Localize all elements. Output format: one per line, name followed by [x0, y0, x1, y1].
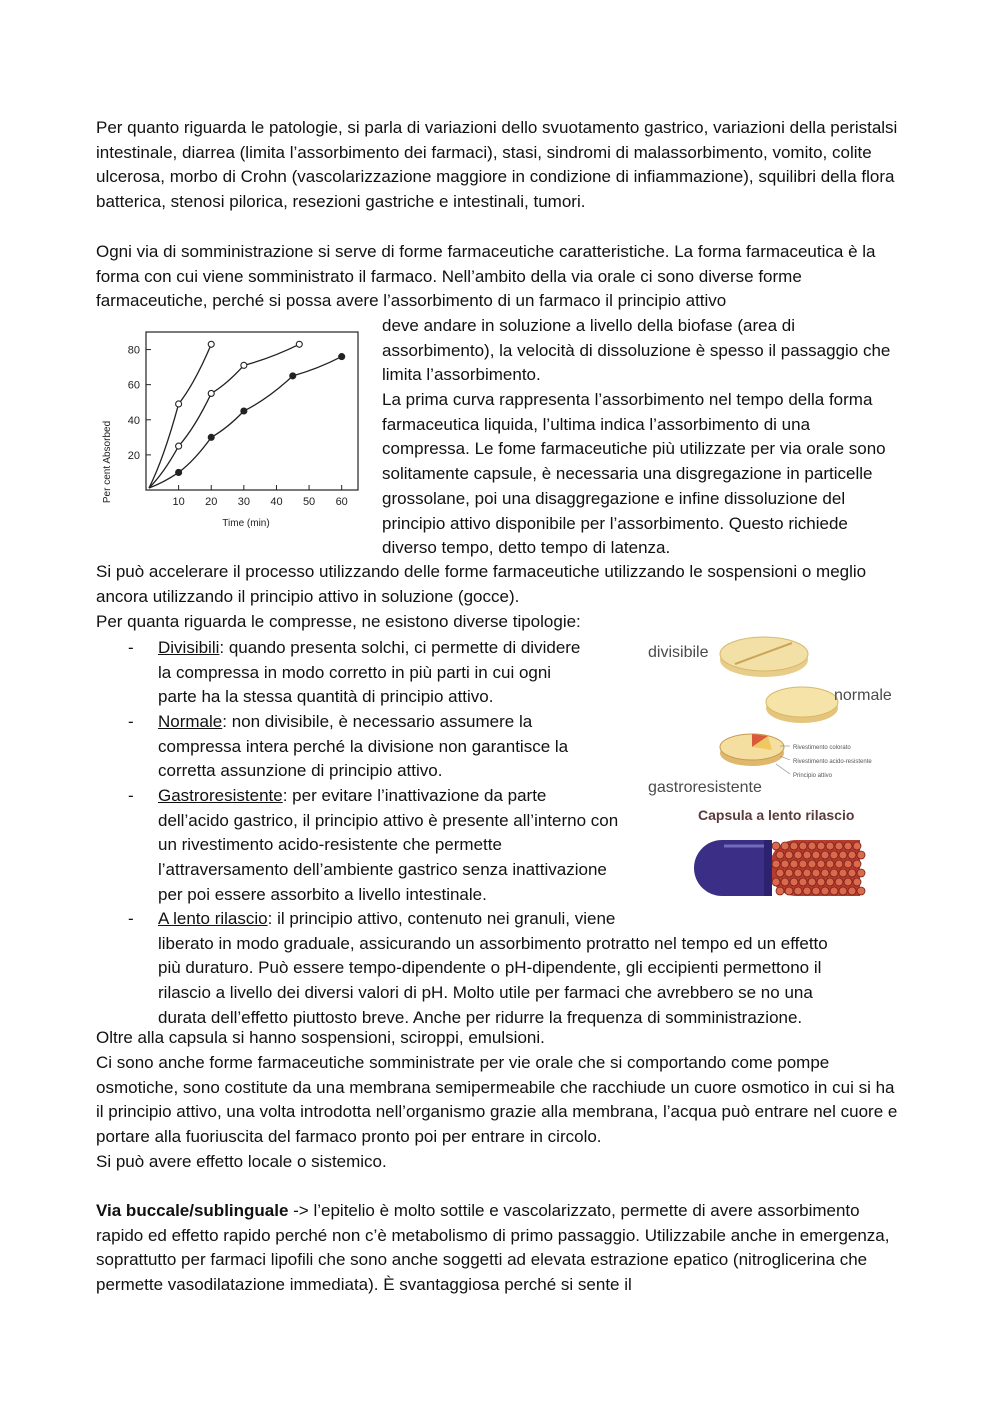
- list-item-text: la compressa in modo corretto in più parti in cui ogni: [158, 662, 552, 682]
- data-point: [208, 390, 214, 396]
- granule: [844, 878, 852, 886]
- list-item-text: l’attraversamento dell’ambiente gastrico senza inattivazione: [158, 860, 607, 880]
- paragraph-forms-intro: Ogni via di somministrazione si serve di forme farmaceutiche caratteristiche. La forma farmaceutica è la forma con cui viene somministrato il farmaco. Nell’ambito della via orale ci sono diverse forme farmaceutiche, perché si possa avere l’assorbimento di un farmaco il principio attivo: [96, 242, 876, 311]
- list-item-line: [158, 956, 903, 981]
- granule: [799, 860, 807, 868]
- granule: [826, 878, 834, 886]
- data-point: [208, 341, 214, 347]
- list-item-text: liberato in modo graduale, assicurando un assorbimento protratto nel tempo ed un effetto: [158, 933, 828, 953]
- granule: [772, 842, 780, 850]
- paragraph-accelerate: Si può accelerare il processo utilizzando delle forme farmaceutiche utilizzando le sospensioni o meglio ancora utilizzando il principio attivo in soluzione (gocce).: [96, 562, 867, 606]
- paragraph-buccal: [96, 1199, 902, 1298]
- list-item-text: per poi essere assorbito a livello intestinale.: [158, 884, 487, 904]
- paragraph-tablets-intro: Per quanta riguarda le compresse, ne esistono diverse tipologie:: [96, 612, 581, 631]
- buccal-title: Via buccale/sublinguale: [96, 1201, 289, 1220]
- granule: [835, 878, 843, 886]
- paragraph-capsule-note: Oltre alla capsula si hanno sospensioni, sciroppi, emulsioni.: [96, 1028, 545, 1047]
- granule: [790, 860, 798, 868]
- list-item-text: corretta assunzione di principio attivo.: [158, 761, 443, 781]
- granule: [776, 869, 784, 877]
- divisible-tablet-icon: [720, 637, 808, 677]
- granule: [826, 842, 834, 850]
- list-item-text: : per evitare l’inattivazione da parte: [282, 786, 547, 805]
- granule: [826, 860, 834, 868]
- granule: [844, 842, 852, 850]
- granule: [835, 860, 843, 868]
- paragraph-osmotic: Ci sono anche forme farmaceutiche somministrate per vie orale che si comportando come pompe osmotiche, sono costitute da una membrana semipermeabile che racchiude un cuore osmotico in cui si ha il principio attivo, una volta introdotta nell’organismo grazie alla membrana, l’acqua può entrare nel cuore e portare alla fuoriuscita del farmaco pronto poi per entrare in circolo.: [96, 1053, 898, 1147]
- data-point: [296, 341, 302, 347]
- granule: [817, 860, 825, 868]
- x-tick-label: 40: [270, 496, 283, 508]
- list-item-text: dell’acido gastrico, il principio attivo è presente all’interno con: [158, 810, 619, 830]
- granule: [781, 878, 789, 886]
- granule: [776, 851, 784, 859]
- granule: [790, 878, 798, 886]
- list-item-text: durata dell’effetto piuttosto breve. Anche per ridurre la frequenza di somministrazione.: [158, 1007, 803, 1027]
- granule: [781, 860, 789, 868]
- granule: [799, 878, 807, 886]
- granule: [839, 869, 847, 877]
- list-item-text: : non divisibile, è necessario assumere la: [222, 712, 533, 731]
- list-item-line: [158, 907, 903, 932]
- x-tick-label: 30: [237, 496, 250, 508]
- list-item-text: rilascio a livello dei diversi valori di pH. Molto utile per farmaci che avrebbero se no una: [158, 983, 813, 1003]
- label-gastroresistente: gastroresistente: [648, 779, 762, 796]
- buccal-text: -> l’epitelio è molto sottile e vascolarizzato, permette di avere assorbimento rapido ed effetto rapido perché non c’è metabolismo di primo passaggio. Utilizzabile anche in emergenza, soprattutto per farmaci lipofili che sono anche soggetti ad elevata estrazione epatico (nitroglicerina che permette vasodilatazione immediata). È svantaggiosa perché si sente il: [96, 1201, 890, 1295]
- y-axis-label: Per cent Absorbed: [102, 420, 113, 504]
- granule: [794, 869, 802, 877]
- granule: [857, 869, 865, 877]
- granule: [853, 860, 861, 868]
- legend-coating: Rivestimento colorato: [793, 745, 851, 751]
- list-dash: -: [128, 638, 134, 657]
- granule: [830, 851, 838, 859]
- granule: [812, 869, 820, 877]
- x-axis-label: Time (min): [222, 518, 270, 529]
- granule: [817, 878, 825, 886]
- granule: [790, 842, 798, 850]
- granule: [817, 842, 825, 850]
- list-item-term: Normale: [158, 712, 223, 731]
- list-dash: -: [128, 909, 134, 928]
- granule: [857, 851, 865, 859]
- data-point: [290, 373, 296, 379]
- granule: [785, 869, 793, 877]
- granule: [848, 887, 856, 895]
- granule: [803, 869, 811, 877]
- list-item-term: Divisibili: [158, 638, 220, 657]
- x-tick-label: 20: [205, 496, 218, 508]
- list-item-text: più duraturo. Può essere tempo-dipendente o pH-dipendente, gli eccipienti permettono il: [158, 958, 822, 978]
- granule: [821, 869, 829, 877]
- x-tick-label: 50: [302, 496, 316, 508]
- granule: [830, 869, 838, 877]
- granule: [785, 851, 793, 859]
- legend-active: Principio attivo: [793, 773, 833, 779]
- paragraph-biofase: deve andare in soluzione a livello della biofase (area di assorbimento), la velocità di dissoluzione è spesso il passaggio che limita l’assorbimento.: [382, 316, 891, 385]
- y-tick-label: 40: [127, 414, 140, 427]
- normal-tablet-icon: [766, 687, 838, 723]
- y-tick-label: 60: [127, 379, 140, 392]
- legend-acid-coating: Rivestimento acido-resistente: [793, 759, 872, 765]
- granule: [839, 851, 847, 859]
- capsule-title: Capsula a lento rilascio: [698, 807, 855, 823]
- data-point: [208, 434, 214, 440]
- data-point: [176, 443, 182, 449]
- tablet-types-figure: [640, 628, 910, 904]
- data-point: [241, 408, 247, 414]
- granule: [835, 842, 843, 850]
- list-dash: -: [128, 712, 134, 731]
- list-item-line: [158, 981, 903, 1006]
- x-tick-label: 60: [335, 496, 348, 508]
- y-tick-label: 80: [127, 344, 140, 357]
- granule: [857, 887, 865, 895]
- granule: [839, 887, 847, 895]
- paragraph-local-systemic: Si può avere effetto locale o sistemico.: [96, 1152, 387, 1171]
- list-item-term: A lento rilascio: [158, 909, 268, 928]
- granule: [853, 842, 861, 850]
- granule: [812, 887, 820, 895]
- list-item-text: : il principio attivo, contenuto nei granuli, viene: [267, 909, 616, 928]
- granule: [772, 878, 780, 886]
- granule: [853, 878, 861, 886]
- granule: [808, 860, 816, 868]
- granule: [808, 842, 816, 850]
- list-item-term: Gastroresistente: [158, 786, 283, 805]
- list-item-text: : quando presenta solchi, ci permette di dividere: [219, 638, 581, 657]
- paragraph-curves: La prima curva rappresenta l’assorbimento nel tempo della forma farmaceutica liquida, l’ultima indica l’assorbimento di una compressa. Le fome farmaceutiche più utilizzate per via orale sono solitamente capsule, è necessaria una disgregazione in particelle grossolane, poi una disaggregazione e infine dissoluzione del principio attivo disponibile per l’assorbimento. Questo richiede diverso tempo, detto tempo di latenza.: [382, 390, 886, 558]
- granule: [799, 842, 807, 850]
- y-tick-label: 20: [127, 449, 140, 462]
- data-point: [176, 401, 182, 407]
- gastroresistant-tablet-icon: [720, 734, 784, 766]
- label-divisibile: divisibile: [648, 644, 709, 661]
- list-item-text: un rivestimento acido-resistente che permette: [158, 835, 502, 855]
- list-dash: -: [128, 786, 134, 805]
- granule: [803, 851, 811, 859]
- granule: [812, 851, 820, 859]
- data-point: [241, 362, 247, 368]
- list-item-line: [158, 932, 903, 957]
- granule: [794, 887, 802, 895]
- capsule-icon: [694, 840, 865, 896]
- granule: [830, 887, 838, 895]
- data-point: [339, 354, 345, 360]
- granule: [781, 842, 789, 850]
- granule: [821, 851, 829, 859]
- granule: [772, 860, 780, 868]
- granule: [848, 869, 856, 877]
- list-item-text: parte ha la stessa quantità di principio attivo.: [158, 687, 494, 707]
- list-item-text: compressa intera perché la divisione non garantisce la: [158, 736, 569, 756]
- granule: [785, 887, 793, 895]
- x-tick-label: 10: [172, 496, 185, 508]
- granule: [821, 887, 829, 895]
- label-normale: normale: [834, 687, 892, 704]
- granule: [808, 878, 816, 886]
- data-point: [176, 469, 182, 475]
- granule: [844, 860, 852, 868]
- absorption-chart: [96, 320, 366, 540]
- granule: [803, 887, 811, 895]
- paragraph-pathologies: Per quanto riguarda le patologie, si parla di variazioni dello svuotamento gastrico, variazioni della peristalsi intestinale, diarrea (limita l’assorbimento dei farmaci), stasi, sindromi di malassorbimento, vomito, colite ulcerosa, morbo di Crohn (vascolarizzazione maggiore in condizione di infiammazione), squilibri della flora batterica, stenosi pilorica, resezioni gastriche e intestinali, tumori.: [96, 118, 898, 212]
- granule: [848, 851, 856, 859]
- granule: [794, 851, 802, 859]
- granule: [776, 887, 784, 895]
